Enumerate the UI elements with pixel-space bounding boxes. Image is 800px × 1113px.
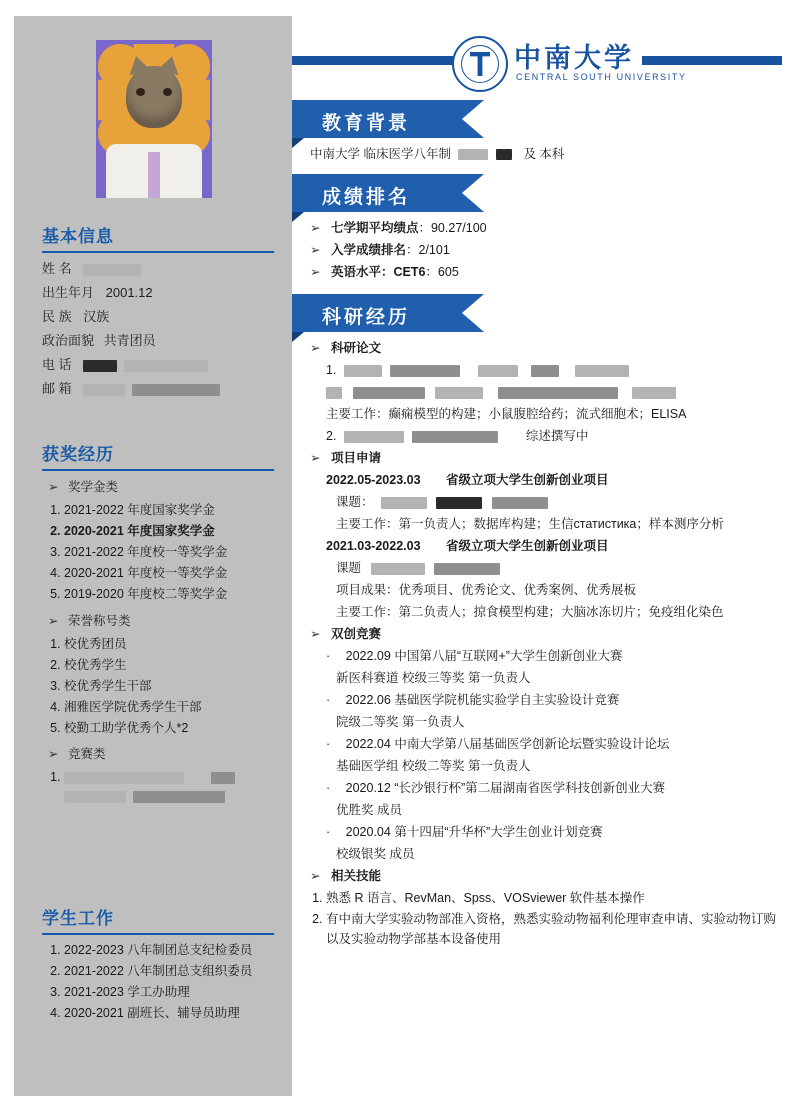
arrow-icon: ➢ xyxy=(310,627,321,641)
student-work-list xyxy=(42,941,274,1024)
redacted-value xyxy=(64,791,126,803)
education-line: 中南大学 临床医学八年制 及 本科 xyxy=(310,147,565,161)
competition-2-line2: 院级二等奖 第一负责人 xyxy=(336,715,465,729)
list-item: 3. 校优秀学生干部 xyxy=(64,677,274,697)
list-item xyxy=(64,768,274,788)
list-item: 5. 2019-2020 年度校二等奖学金 xyxy=(64,585,274,605)
redacted-value xyxy=(412,431,498,443)
row-value: 汉族 xyxy=(83,309,110,324)
list-item: 3. 2021-2023 学工办助理 xyxy=(64,983,274,1003)
awards-honor-list xyxy=(42,635,274,739)
awards-group-scholarship-label: ➢ 奖学金类 xyxy=(48,480,118,494)
basic-row-birth xyxy=(42,284,274,301)
redacted-value xyxy=(326,387,342,399)
cat-head-icon xyxy=(126,66,182,128)
redacted-value xyxy=(434,563,500,575)
paper-item-2: 2. 综述撰写中 xyxy=(326,429,589,443)
research-projects-label: ➢ 项目申请 xyxy=(310,451,381,465)
skills-list xyxy=(292,888,788,949)
basic-info-block xyxy=(42,222,274,404)
redacted-value xyxy=(498,387,618,399)
arrow-icon: ➢ xyxy=(310,451,321,465)
basic-row-email xyxy=(42,380,274,397)
project-1-work: 主要工作：第一负责人；数据库构建；生信статистика；样本测序分析 xyxy=(336,517,724,531)
list-item: 1. 2022-2023 八年制团总支纪检委员 xyxy=(64,941,274,961)
list-item: 2. 2020-2021 年度国家奖学金 xyxy=(64,522,274,542)
redacted-value xyxy=(632,387,676,399)
basic-row-name xyxy=(42,260,274,277)
banner-label: 科研经历 xyxy=(322,307,411,328)
redacted-value xyxy=(83,360,117,372)
competition-3-line2: 基础医学组 校级二等奖 第一负责人 xyxy=(336,759,531,773)
competition-4-line2: 优胜奖 成员 xyxy=(336,803,402,817)
redacted-value xyxy=(83,384,125,396)
awards-scholarship-list xyxy=(42,501,274,605)
research-competitions-label: ➢ 双创竞赛 xyxy=(310,627,381,641)
research-skills-label: ➢ 相关技能 xyxy=(310,869,381,883)
project-2-title: 2021.03-2022.03 省级立项大学生创新创业项目 xyxy=(326,539,609,553)
grade-item-gpa: ➢ 七学期平均绩点：90.27/100 xyxy=(310,221,487,235)
redacted-value xyxy=(133,791,225,803)
paper-item-1-detail: 主要工作：癫痫模型的构建；小鼠腹腔给药；流式细胞术；ELISA xyxy=(326,407,687,421)
awards-block xyxy=(42,440,274,803)
banner-label: 教育背景 xyxy=(322,113,411,134)
awards-group-honor-label: ➢ 荣誉称号类 xyxy=(48,613,131,628)
arrow-icon: ➢ xyxy=(48,747,59,761)
competition-5-line1: · 2020.04 第十四届“升华杯”大学生创业计划竞赛 xyxy=(326,825,603,839)
redacted-value xyxy=(371,563,425,575)
redacted-value xyxy=(458,149,488,160)
redacted-value xyxy=(436,497,482,509)
cat-eyes-icon xyxy=(136,88,172,96)
list-item: 4. 湘雅医学院优秀学生干部 xyxy=(64,698,274,718)
arrow-icon: ➢ xyxy=(310,265,321,279)
grade-item-english: ➢ 英语水平：CET6：605 xyxy=(310,265,459,279)
arrow-icon: ➢ xyxy=(310,221,321,235)
banner-education xyxy=(292,100,492,138)
university-seal-icon xyxy=(452,36,508,92)
project-1-title: 2022.05-2023.03 省级立项大学生创新创业项目 xyxy=(326,473,609,487)
redacted-value xyxy=(478,365,518,377)
competition-4-line1: · 2020.12 “长沙银行杯”第二届湖南省医学科技创新创业大赛 xyxy=(326,781,666,795)
arrow-icon: ➢ xyxy=(48,480,59,494)
paper-item-1: 1. xyxy=(326,360,788,380)
list-item: 1. 2021-2022 年度国家奖学金 xyxy=(64,501,274,521)
list-item: 3. 2021-2022 年度校一等奖学金 xyxy=(64,543,274,563)
header-bar-right xyxy=(642,56,782,65)
list-item: 1. 熟悉 R 语言、RevMan、Spss、VOSviewer 软件基本操作 xyxy=(326,888,788,908)
research-papers-label: ➢ 科研论文 xyxy=(310,341,381,355)
list-item: 5. 校勤工助学优秀个人*2 xyxy=(64,719,274,739)
header-bar-left xyxy=(292,56,460,65)
list-item: 1. 校优秀团员 xyxy=(64,635,274,655)
row-label: 电 话 xyxy=(42,357,72,372)
divider xyxy=(42,251,274,253)
redacted-value xyxy=(492,497,548,509)
basic-info-title: 基本信息 xyxy=(42,227,114,246)
left-sidebar xyxy=(14,16,292,1096)
arrow-icon: ➢ xyxy=(310,869,321,883)
row-label: 姓 名 xyxy=(42,261,72,276)
row-label: 出生年月 xyxy=(42,285,95,300)
tie-shape xyxy=(148,152,160,198)
banner-grades xyxy=(292,174,492,212)
list-item: 4. 2020-2021 副班长、辅导员助理 xyxy=(64,1004,274,1024)
redacted-value xyxy=(83,264,141,276)
redacted-value xyxy=(496,149,512,160)
project-2-result: 项目成果：优秀项目、优秀论文、优秀案例、优秀展板 xyxy=(336,583,637,597)
university-header xyxy=(292,30,788,92)
list-item: 2. 校优秀学生 xyxy=(64,656,274,676)
row-label: 邮 箱 xyxy=(42,381,72,396)
redacted-value xyxy=(390,365,460,377)
list-item: 2. 有中南大学实验动物部准入资格，熟悉实验动物福利伦理审查申请、实验动物订购以及实验动物学部基本设备使用 xyxy=(326,909,788,949)
grade-item-rank: ➢ 入学成绩排名：2/101 xyxy=(310,243,450,257)
basic-row-ethnic xyxy=(42,308,274,325)
main-content xyxy=(292,16,788,951)
redacted-value xyxy=(64,772,184,784)
competition-1-line1: · 2022.09 中国第八届“互联网+”大学生创新创业大赛 xyxy=(326,649,623,663)
row-value: 2001.12 xyxy=(105,285,153,300)
banner-research xyxy=(292,294,492,332)
redacted-value xyxy=(344,431,404,443)
redacted-value xyxy=(381,497,427,509)
redacted-value xyxy=(435,387,483,399)
competition-5-line2: 校级银奖 成员 xyxy=(336,847,415,861)
paper-item-1-redaction-2 xyxy=(326,382,788,402)
competition-3-line1: · 2022.04 中南大学第八届基础医学创新论坛暨实验设计论坛 xyxy=(326,737,670,751)
profile-photo xyxy=(96,40,212,198)
redacted-value xyxy=(344,365,382,377)
redacted-value xyxy=(531,365,559,377)
project-1-topic: 课题： xyxy=(336,492,788,512)
divider xyxy=(42,933,274,935)
student-work-block xyxy=(42,904,274,1025)
banner-label: 成绩排名 xyxy=(322,187,411,208)
redacted-value xyxy=(575,365,629,377)
awards-group-competition-label: ➢ 竞赛类 xyxy=(48,747,106,761)
arrow-icon: ➢ xyxy=(310,341,321,355)
arrow-icon: ➢ xyxy=(48,613,59,628)
row-label: 民 族 xyxy=(42,309,72,324)
university-name-en: CENTRAL SOUTH UNIVERSITY xyxy=(516,72,687,82)
awards-title: 获奖经历 xyxy=(42,445,114,464)
redacted-value xyxy=(211,772,235,784)
list-item: 4. 2020-2021 年度校一等奖学金 xyxy=(64,564,274,584)
project-2-work: 主要工作：第二负责人；掠食模型构建；大脑冰冻切片；免疫组化染色 xyxy=(336,605,724,619)
row-label: 政治面貌 xyxy=(42,333,95,348)
redacted-value xyxy=(124,360,208,372)
student-work-title: 学生工作 xyxy=(42,909,114,928)
divider xyxy=(42,469,274,471)
basic-row-political xyxy=(42,332,274,349)
awards-competition-list xyxy=(42,768,274,788)
list-item: 2. 2021-2022 八年制团总支组织委员 xyxy=(64,962,274,982)
redacted-value xyxy=(353,387,425,399)
university-name-cn: 中南大学 xyxy=(514,43,634,74)
row-value: 共青团员 xyxy=(103,333,156,348)
competition-2-line1: · 2022.06 基础医学院机能实验学自主实验设计竞赛 xyxy=(326,693,620,707)
redacted-value xyxy=(132,384,220,396)
arrow-icon: ➢ xyxy=(310,243,321,257)
competition-1-line2: 新医科赛道 校级三等奖 第一负责人 xyxy=(336,671,531,685)
project-2-topic: 课题 xyxy=(336,558,788,578)
basic-row-phone xyxy=(42,356,274,373)
